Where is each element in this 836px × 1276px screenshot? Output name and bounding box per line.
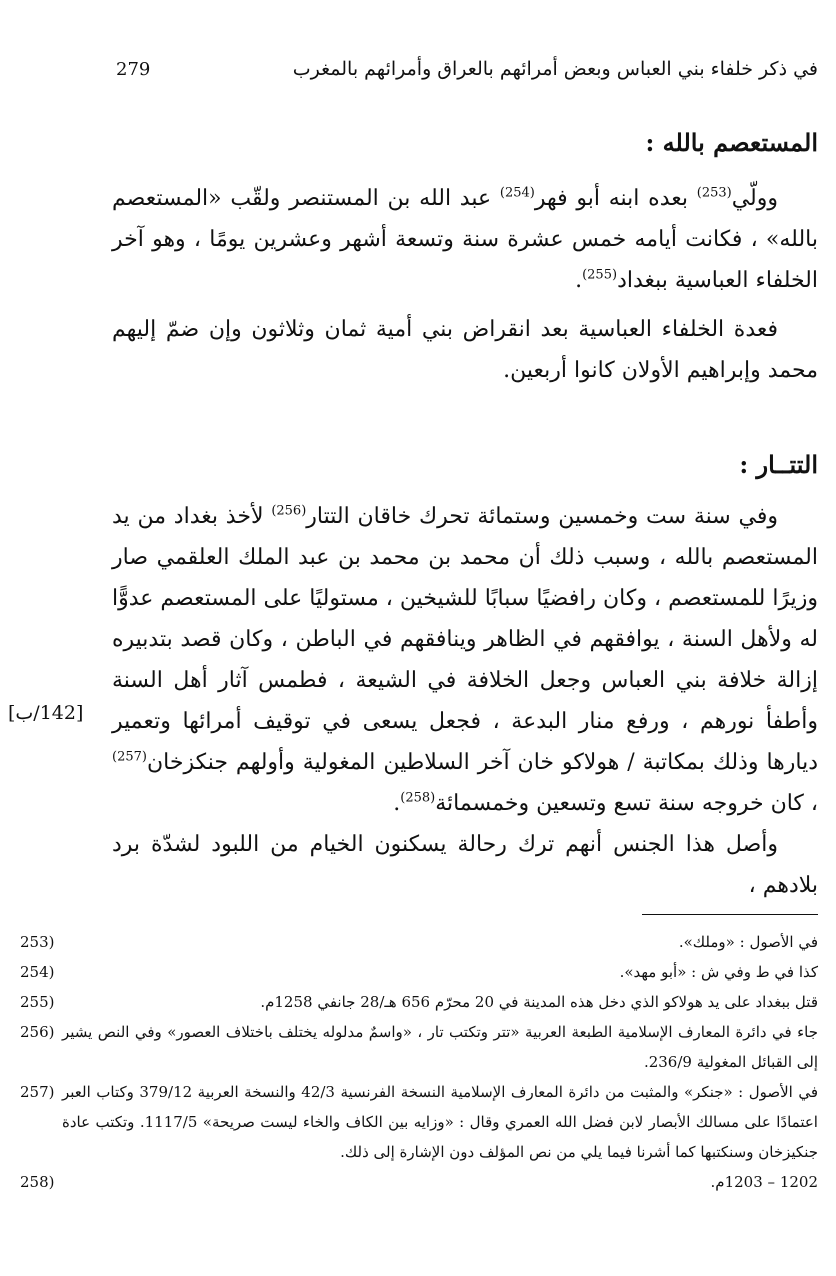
footnote-ref-257: (257): [112, 749, 147, 765]
footnote-number: 255): [20, 993, 55, 1011]
footnote-number: 258): [20, 1173, 55, 1191]
footnote: [18, 987, 818, 1017]
text-run: .: [393, 791, 401, 816]
paragraph: وأصل هذا الجنس أنهم ترك رحالة يسكنون الخيام من اللبود لشدّة برد بلادهم ،: [112, 832, 818, 898]
footnote-text: في الأصول : «جنكر» والمثبت من دائرة المعارف الإسلامية النسخة الفرنسية 42/3 والنسخة العربية 379/12 وكتاب العبر اعتمادًا على مسالك الأبصار لابن فضل الله العمري وقال : «وزايه بين الكاف والخاء ليست صريحة» 1117/5. وتكتب عادة جنكيزخان وسنكتبها كما أشرنا فيما يلي من نص المؤلف دون الإشارة إلى ذلك.: [62, 1083, 818, 1161]
footnote-ref-255: (255): [582, 267, 618, 283]
section-tatar-body: [112, 496, 818, 906]
footnote: [18, 1077, 818, 1167]
text-run: وفي سنة ست وخمسين وستمائة تحرك خاقان التتار: [306, 504, 778, 529]
footnote-text: في الأصول : «وملك».: [678, 933, 818, 951]
footnote-text: 1202 – 1203م.: [710, 1173, 818, 1191]
section-heading-mustasim: المستعصم بالله :: [645, 128, 818, 157]
footnote-number: 254): [20, 963, 55, 981]
section-heading-tatar: التتــار :: [739, 450, 818, 479]
footnote-ref-253: (253): [696, 185, 732, 201]
footnotes: [18, 927, 818, 1197]
text-run: وولّي: [731, 186, 779, 211]
footnote: [18, 927, 818, 957]
footnote-text: قتل ببغداد على يد هولاكو الذي دخل هذه المدينة في 20 محرّم 656 هـ/28 جانفي 1258م.: [260, 993, 818, 1011]
footnote-number: 253): [20, 933, 55, 951]
footnote-ref-256: (256): [271, 503, 307, 519]
footnote: [18, 1017, 818, 1077]
footnote-divider: [642, 914, 818, 915]
section-mustasim-body: [112, 178, 818, 391]
footnote-ref-258: (258): [400, 790, 436, 806]
paragraph: [112, 178, 818, 301]
running-head: [116, 54, 818, 84]
footnote-ref-254: (254): [499, 185, 535, 201]
running-title: في ذكر خلفاء بني العباس وبعض أمرائهم بالعراق وأمرائهم بالمغرب: [292, 58, 818, 80]
margin-folio-reference: [142/ب]: [8, 702, 84, 724]
footnote-number: 256): [20, 1023, 55, 1041]
text-run: لأخذ بغداد من يد المستعصم بالله ، وسبب ذلك أن محمد بن محمد بن عبد الملك العلقمي صار وزيرًا للمستعصم ، وكان رافضيًا سبابًا للشيخين ، مستوليًا على المستعصم عدوًّا له ولأهل السنة ، يوافقهم في الظاهر وينافقهم في الباطن ، وكان قصد بتدبيره إزالة خلافة بني العباس وجعل الخلافة في الشيعة ، فطمس آثار أهل السنة وأطفأ نورهم ، ورفع منار البدعة ، فجعل يسعى في توقيف أمرائها وتعمير ديارها وذلك بمكاتبة / هولاكو خان آخر السلاطين المغولية وأولهم جنكزخان: [112, 504, 818, 775]
text-run: عبد الله بن المستنصر ولقّب «المستعصم بالله» ، فكانت أيامه خمس عشرة سنة وتسعة أشهر وعشرين يومًا ، وهو آخر الخلفاء العباسية ببغداد: [112, 186, 818, 293]
footnote-text: جاء في دائرة المعارف الإسلامية الطبعة العربية «تتر وتكتب تار ، «واسمٌ مدلوله يختلف باختلاف العصور» وفي النص يشير إلى القبائل المغولية 236/9.: [62, 1023, 818, 1071]
footnote-number: 257): [20, 1083, 55, 1101]
footnote: [18, 957, 818, 987]
text-run: .: [575, 268, 583, 293]
page-number: 279: [116, 58, 151, 80]
paragraph: [112, 496, 818, 824]
paragraph: فعدة الخلفاء العباسية بعد انقراض بني أمية ثمان وثلاثون وإن ضمّ إليهم محمد وإبراهيم الأولان كانوا أربعين.: [112, 317, 818, 383]
text-run: بعده ابنه أبو فهر: [534, 186, 697, 211]
footnote: [18, 1167, 818, 1197]
text-run: ، كان خروجه سنة تسع وتسعين وخمسمائة: [435, 791, 818, 816]
footnote-text: كذا في ط وفي ش : «أبو مهد».: [619, 963, 818, 981]
